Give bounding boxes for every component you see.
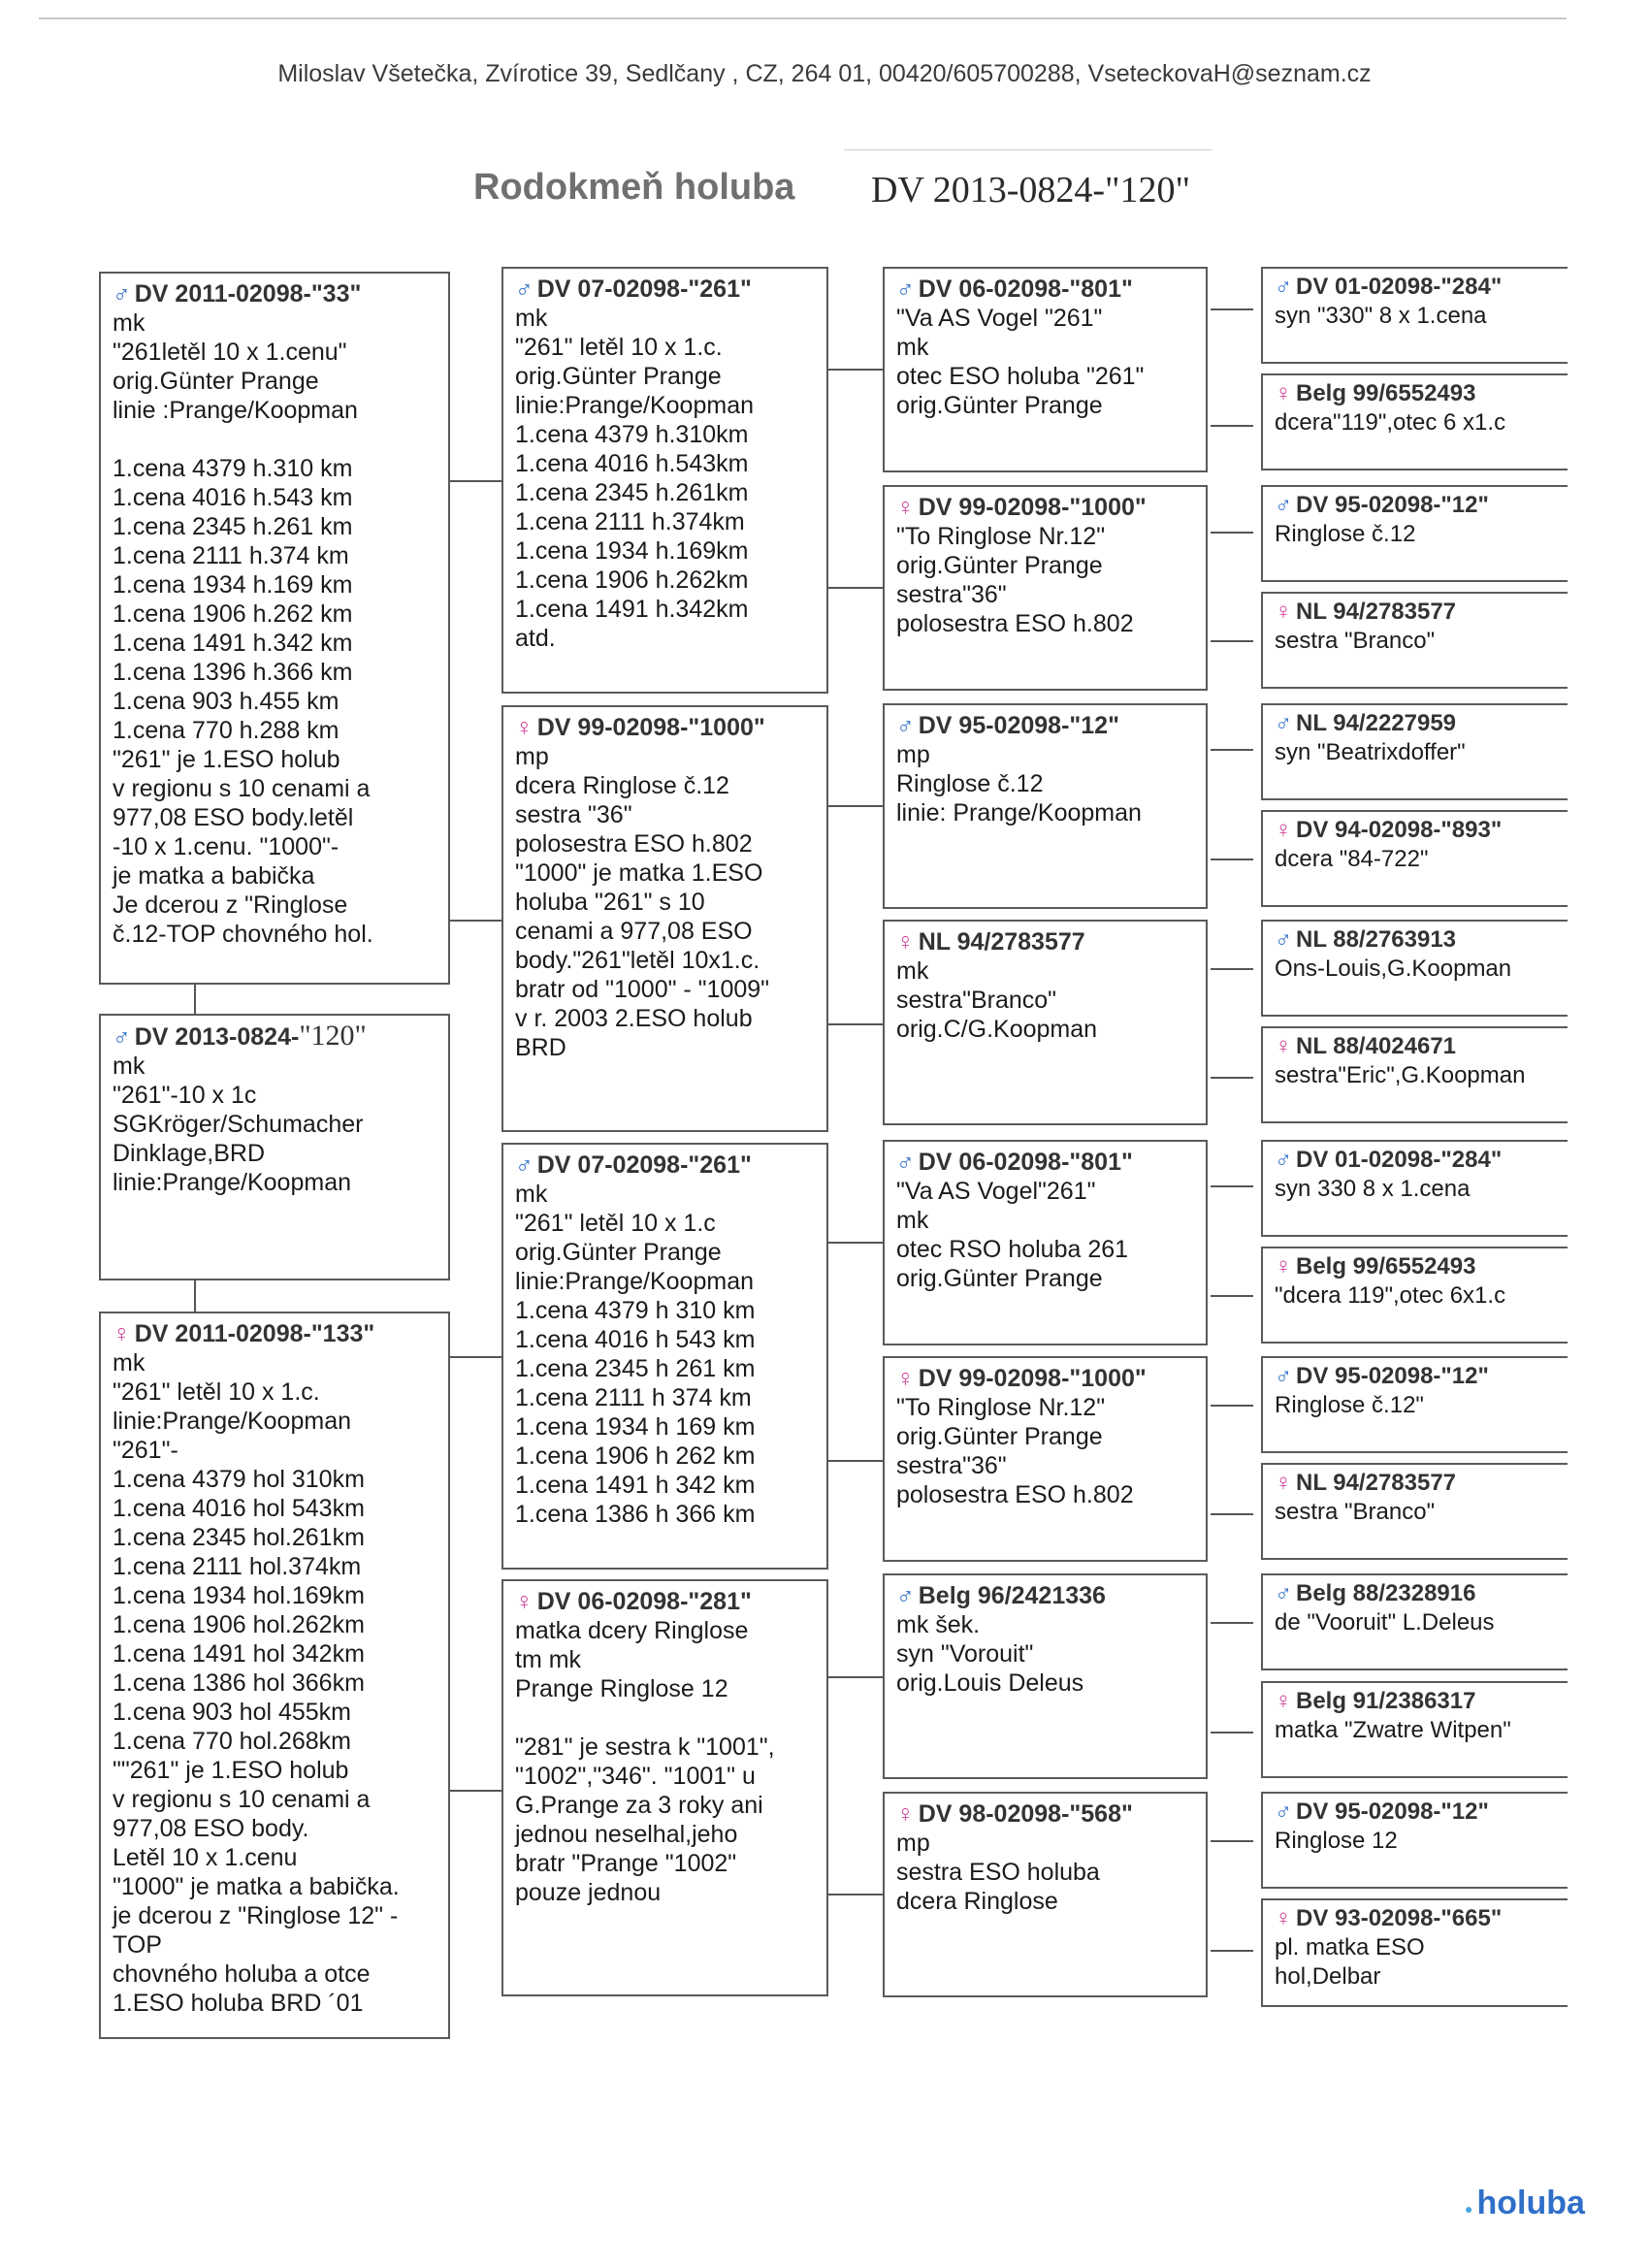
- pigeon-name: ♀ DV 94-02098-"893": [1275, 817, 1503, 843]
- pigeon-details: matka dcery Ringlose tm mk Prange Ringlose 12 "281" je sestra k "1001", "1002","346". "1001" u G.Prange za 3 roky ani jednou neselhal,jeho bratr "Prange "1002" pouze jednou: [515, 1617, 775, 1906]
- female-symbol-icon: ♀: [515, 1588, 534, 1615]
- female-symbol-icon: ♀: [1275, 1470, 1292, 1496]
- pigeon-name: ♀ NL 94/2783577: [896, 928, 1085, 956]
- pigeon-name: ♂ Belg 88/2328916: [1275, 1580, 1476, 1606]
- pedigree-box-g9: [1261, 1140, 1568, 1237]
- pedigree-box-subject: [99, 1014, 450, 1280]
- pigeon-details: de "Vooruit" L.Deleus: [1275, 1609, 1495, 1636]
- male-symbol-icon: ♂: [1275, 1363, 1292, 1389]
- connector: [194, 1280, 196, 1312]
- pigeon-name: ♂ Belg 96/2421336: [896, 1582, 1106, 1609]
- pedigree-box-g6: [1261, 810, 1568, 907]
- pigeon-name: ♂ NL 88/2763913: [1275, 926, 1457, 953]
- male-symbol-icon: ♂: [1275, 710, 1292, 736]
- female-symbol-icon: ♀: [1275, 599, 1292, 625]
- pigeon-name: ♀ DV 2011-02098-"133": [113, 1320, 375, 1347]
- connector: [828, 369, 883, 371]
- pigeon-details: sestra "Branco": [1275, 1499, 1436, 1525]
- male-symbol-icon: ♂: [1275, 1580, 1292, 1606]
- connector: [828, 1676, 883, 1678]
- connector: [828, 805, 883, 807]
- connector: [1211, 308, 1253, 310]
- connector: [1211, 1732, 1253, 1733]
- pedigree-box-mm: [501, 1579, 828, 1996]
- pedigree-box-mother: [99, 1312, 450, 2039]
- female-symbol-icon: ♀: [1275, 1253, 1292, 1280]
- male-symbol-icon: ♂: [113, 280, 131, 308]
- connector: [1211, 532, 1253, 534]
- female-symbol-icon: ♀: [896, 928, 915, 956]
- pigeon-name: ♂ DV 06-02098-"801": [896, 275, 1133, 303]
- pigeon-name: ♂ DV 95-02098-"12": [1275, 492, 1489, 518]
- pigeon-details: "To Ringlose Nr.12" orig.Günter Prange sestra"36" polosestra ESO h.802: [896, 1394, 1134, 1508]
- pigeon-details: mk "261" letěl 10 x 1.c orig.Günter Prange linie:Prange/Koopman 1.cena 4379 h 310 km 1.cena 4016 h 543 km 1.cena 2345 h 261 km 1.cena 2111 h 374 km 1.cena 1934 h 169 km 1.cena 1906 h 262 km 1.cena 1491 h 342 km 1.cena 1386 h 366 km: [515, 1181, 756, 1528]
- male-symbol-icon: ♂: [1275, 492, 1292, 518]
- pigeon-name: ♂ DV 2011-02098-"33": [113, 280, 362, 308]
- pigeon-name: ♀ Belg 99/6552493: [1275, 1253, 1476, 1280]
- male-symbol-icon: ♂: [1275, 1147, 1292, 1173]
- pigeon-name: ♂ DV 01-02098-"284": [1275, 1147, 1503, 1173]
- female-symbol-icon: ♀: [1275, 1688, 1292, 1714]
- pigeon-name: ♂ DV 07-02098-"261": [515, 1151, 752, 1179]
- male-symbol-icon: ♂: [896, 1582, 915, 1609]
- connector: [1211, 1405, 1253, 1407]
- pigeon-name: ♀ DV 06-02098-"281": [515, 1588, 752, 1615]
- female-symbol-icon: ♀: [1275, 1033, 1292, 1059]
- pigeon-name: ♂ DV 95-02098-"12": [1275, 1363, 1489, 1389]
- pigeon-details: "Va AS Vogel"261" mk otec RSO holuba 261 orig.Günter Prange: [896, 1178, 1129, 1292]
- male-symbol-icon: ♂: [896, 275, 915, 303]
- pigeon-details: pl. matka ESO hol,Delbar: [1275, 1934, 1425, 1990]
- connector: [1211, 425, 1253, 427]
- pedigree-box-g11: [1261, 1356, 1568, 1453]
- pigeon-details: mp dcera Ringlose č.12 sestra "36" polosestra ESO h.802 "1000" je matka 1.ESO holuba "261" s 10 cenami a 977,08 ESO body."261"letěl 10x1.c. bratr od "1000" - "1009" v r. 2003 2.ESO holub BRD: [515, 743, 770, 1061]
- top-rule: [39, 17, 1567, 19]
- connector: [1211, 1077, 1253, 1079]
- pigeon-name: ♀ Belg 99/6552493: [1275, 380, 1476, 406]
- pigeon-name: ♀ DV 99-02098-"1000": [515, 714, 765, 741]
- connector: [1211, 1185, 1253, 1187]
- pedigree-box-g8: [1261, 1026, 1568, 1123]
- connector: [450, 920, 501, 922]
- pigeon-details: Ringlose č.12: [1275, 521, 1416, 547]
- pigeon-details: Ons-Louis,G.Koopman: [1275, 956, 1512, 982]
- pedigree-box-g10: [1261, 1247, 1568, 1344]
- male-symbol-icon: ♂: [896, 712, 915, 739]
- female-symbol-icon: ♀: [1275, 380, 1292, 406]
- connector: [1211, 1950, 1253, 1952]
- connector: [1211, 859, 1253, 860]
- pigeon-ring-number: DV 2013-0824-"120": [871, 170, 1191, 211]
- title-rule: [844, 149, 1212, 150]
- pedigree-box-g3: [1261, 485, 1568, 582]
- holuba-logo: ● holuba: [1465, 2185, 1585, 2221]
- pigeon-name: ♀ Belg 91/2386317: [1275, 1688, 1476, 1714]
- connector: [1211, 1295, 1253, 1297]
- pedigree-box-fmm: [883, 920, 1208, 1125]
- pigeon-name: ♀ NL 94/2783577: [1275, 599, 1457, 625]
- female-symbol-icon: ♀: [896, 1365, 915, 1392]
- connector: [194, 985, 196, 1014]
- breeder-contact: Miloslav Všetečka, Zvírotice 39, Sedlčany , CZ, 264 01, 00420/605700288, VseteckovaH@seznam.cz: [277, 60, 1372, 87]
- connector: [828, 587, 883, 589]
- connector: [1211, 1840, 1253, 1842]
- female-symbol-icon: ♀: [1275, 817, 1292, 843]
- pigeon-name: ♂ DV 95-02098-"12": [896, 712, 1119, 739]
- connector: [450, 1356, 501, 1358]
- connector: [828, 1023, 883, 1025]
- pedigree-box-fff: [883, 267, 1208, 472]
- pigeon-name: ♂ DV 95-02098-"12": [1275, 1798, 1489, 1825]
- pigeon-details: syn 330 8 x 1.cena: [1275, 1176, 1471, 1202]
- pedigree-box-g15: [1261, 1792, 1568, 1889]
- pigeon-name: ♂ NL 94/2227959: [1275, 710, 1457, 736]
- pigeon-details: dcera "84-722": [1275, 846, 1429, 872]
- pedigree-box-mf: [501, 1143, 828, 1570]
- male-symbol-icon: ♂: [1275, 926, 1292, 953]
- pigeon-name: ♀ DV 99-02098-"1000": [896, 494, 1147, 521]
- pigeon-details: syn "330" 8 x 1.cena: [1275, 303, 1487, 329]
- pedigree-box-g4: [1261, 592, 1568, 689]
- pigeon-details: dcera"119",otec 6 x1.c: [1275, 409, 1506, 436]
- page-title: Rodokmeň holuba: [473, 167, 795, 208]
- male-symbol-icon: ♂: [515, 275, 534, 303]
- pigeon-details: Ringlose 12: [1275, 1828, 1398, 1854]
- pigeon-details: "Va AS Vogel "261" mk otec ESO holuba "261" orig.Günter Prange: [896, 305, 1145, 419]
- pigeon-details: mk sestra"Branco" orig.C/G.Koopman: [896, 957, 1098, 1043]
- female-symbol-icon: ♀: [1275, 1905, 1292, 1931]
- pigeon-name: ♀ DV 99-02098-"1000": [896, 1365, 1147, 1392]
- pigeon-name: ♀ DV 98-02098-"568": [896, 1800, 1133, 1828]
- pedigree-box-g5: [1261, 703, 1568, 800]
- pigeon-details: mk "261" letěl 10 x 1.c. orig.Günter Prange linie:Prange/Koopman 1.cena 4379 h.310km 1.cena 4016 h.543km 1.cena 2345 h.261km 1.cena 2111 h.374km 1.cena 1934 h.169km 1.cena 1906 h.262km 1.cena 1491 h.342km atd.: [515, 305, 754, 652]
- pigeon-name: ♀ NL 94/2783577: [1275, 1470, 1457, 1496]
- pigeon-name: ♂ DV 01-02098-"284": [1275, 274, 1503, 300]
- pedigree-box-g16: [1261, 1898, 1568, 2007]
- pigeon-details: mp Ringlose č.12 linie: Prange/Koopman: [896, 741, 1142, 826]
- pigeon-name: ♂ DV 2013-0824-"120": [113, 1020, 367, 1052]
- pigeon-details: mk "261" letěl 10 x 1.c. linie:Prange/Koopman "261"- 1.cena 4379 hol 310km 1.cena 4016 hol 543km 1.cena 2345 hol.261km 1.cena 2111 hol.374km 1.cena 1934 hol.169km 1.cena 1906 hol.262km 1.cena 1491 hol 342km 1.cena 1386 hol 366km 1.cena 903 hol 455km 1.cena 770 hol.268km ""261" je 1.ESO holub v regionu s 10 cenami a 977,08 ESO body. Letěl 10 x 1.cenu "1000" je matka a babička. je dcerou z "Ringlose 12" - TOP chovného holuba a otce 1.ESO holuba BRD ´01: [113, 1349, 400, 2017]
- connector: [1211, 1622, 1253, 1624]
- female-symbol-icon: ♀: [113, 1320, 131, 1347]
- pigeon-details: mk "261letěl 10 x 1.cenu" orig.Günter Prange linie :Prange/Koopman 1.cena 4379 h.310 km 1.cena 4016 h.543 km 1.cena 2345 h.261 km 1.cena 2111 h.374 km 1.cena 1934 h.169 km 1.cena 1906 h.262 km 1.cena 1491 h.342 km 1.cena 1396 h.366 km 1.cena 903 h.455 km 1.cena 770 h.288 km "261" je 1.ESO holub v regionu s 10 cenami a 977,08 ESO body.letěl -10 x 1.cenu. "1000"- je matka a babička Je dcerou z "Ringlose č.12-TOP chovného hol.: [113, 309, 373, 948]
- male-symbol-icon: ♂: [515, 1151, 534, 1179]
- connector: [828, 1894, 883, 1895]
- pigeon-name: ♂ DV 07-02098-"261": [515, 275, 752, 303]
- pedigree-box-fm: [501, 705, 828, 1132]
- pedigree-box-g2: [1261, 373, 1568, 470]
- pedigree-box-mfm: [883, 1356, 1208, 1562]
- connector: [1211, 968, 1253, 970]
- pigeon-name: ♀ DV 93-02098-"665": [1275, 1905, 1503, 1931]
- pedigree-box-mmf: [883, 1573, 1208, 1779]
- connector: [828, 1460, 883, 1462]
- pedigree-box-g13: [1261, 1573, 1568, 1670]
- pedigree-box-mmm: [883, 1792, 1208, 1997]
- female-symbol-icon: ♀: [515, 714, 534, 741]
- pigeon-details: mp sestra ESO holuba dcera Ringlose: [896, 1830, 1100, 1915]
- pigeon-name: ♂ DV 06-02098-"801": [896, 1149, 1133, 1176]
- male-symbol-icon: ♂: [1275, 274, 1292, 300]
- pigeon-details: matka "Zwatre Witpen": [1275, 1717, 1511, 1743]
- pedigree-box-g14: [1261, 1681, 1568, 1778]
- male-symbol-icon: ♂: [896, 1149, 915, 1176]
- connector: [1211, 640, 1253, 642]
- connector: [828, 1242, 883, 1244]
- pigeon-name: ♀ NL 88/4024671: [1275, 1033, 1457, 1059]
- pigeon-details: sestra"Eric",G.Koopman: [1275, 1062, 1526, 1088]
- pigeon-details: sestra "Branco": [1275, 628, 1436, 654]
- connector: [1211, 1513, 1253, 1515]
- connector: [450, 1790, 501, 1792]
- pigeon-details: "dcera 119",otec 6x1.c: [1275, 1282, 1506, 1309]
- pedigree-box-g7: [1261, 920, 1568, 1017]
- pedigree-box-fmf: [883, 703, 1208, 909]
- male-symbol-icon: ♂: [113, 1023, 131, 1051]
- pigeon-details: "To Ringlose Nr.12" orig.Günter Prange sestra"36" polosestra ESO h.802: [896, 523, 1134, 637]
- male-symbol-icon: ♂: [1275, 1798, 1292, 1825]
- pedigree-box-mff: [883, 1140, 1208, 1345]
- female-symbol-icon: ♀: [896, 1800, 915, 1828]
- pigeon-details: Ringlose č.12": [1275, 1392, 1424, 1418]
- pigeon-details: mk "261"-10 x 1c SGKröger/Schumacher Dinklage,BRD linie:Prange/Koopman: [113, 1053, 364, 1196]
- pedigree-box-father: [99, 272, 450, 985]
- connector: [1211, 749, 1253, 751]
- pedigree-box-ffm: [883, 485, 1208, 691]
- pigeon-details: mk šek. syn "Vorouit" orig.Louis Deleus: [896, 1611, 1084, 1697]
- pedigree-box-g12: [1261, 1463, 1568, 1560]
- connector: [450, 480, 501, 482]
- pedigree-box-ff: [501, 267, 828, 694]
- pigeon-details: syn "Beatrixdoffer": [1275, 739, 1466, 765]
- pedigree-box-g1: [1261, 267, 1568, 364]
- female-symbol-icon: ♀: [896, 494, 915, 521]
